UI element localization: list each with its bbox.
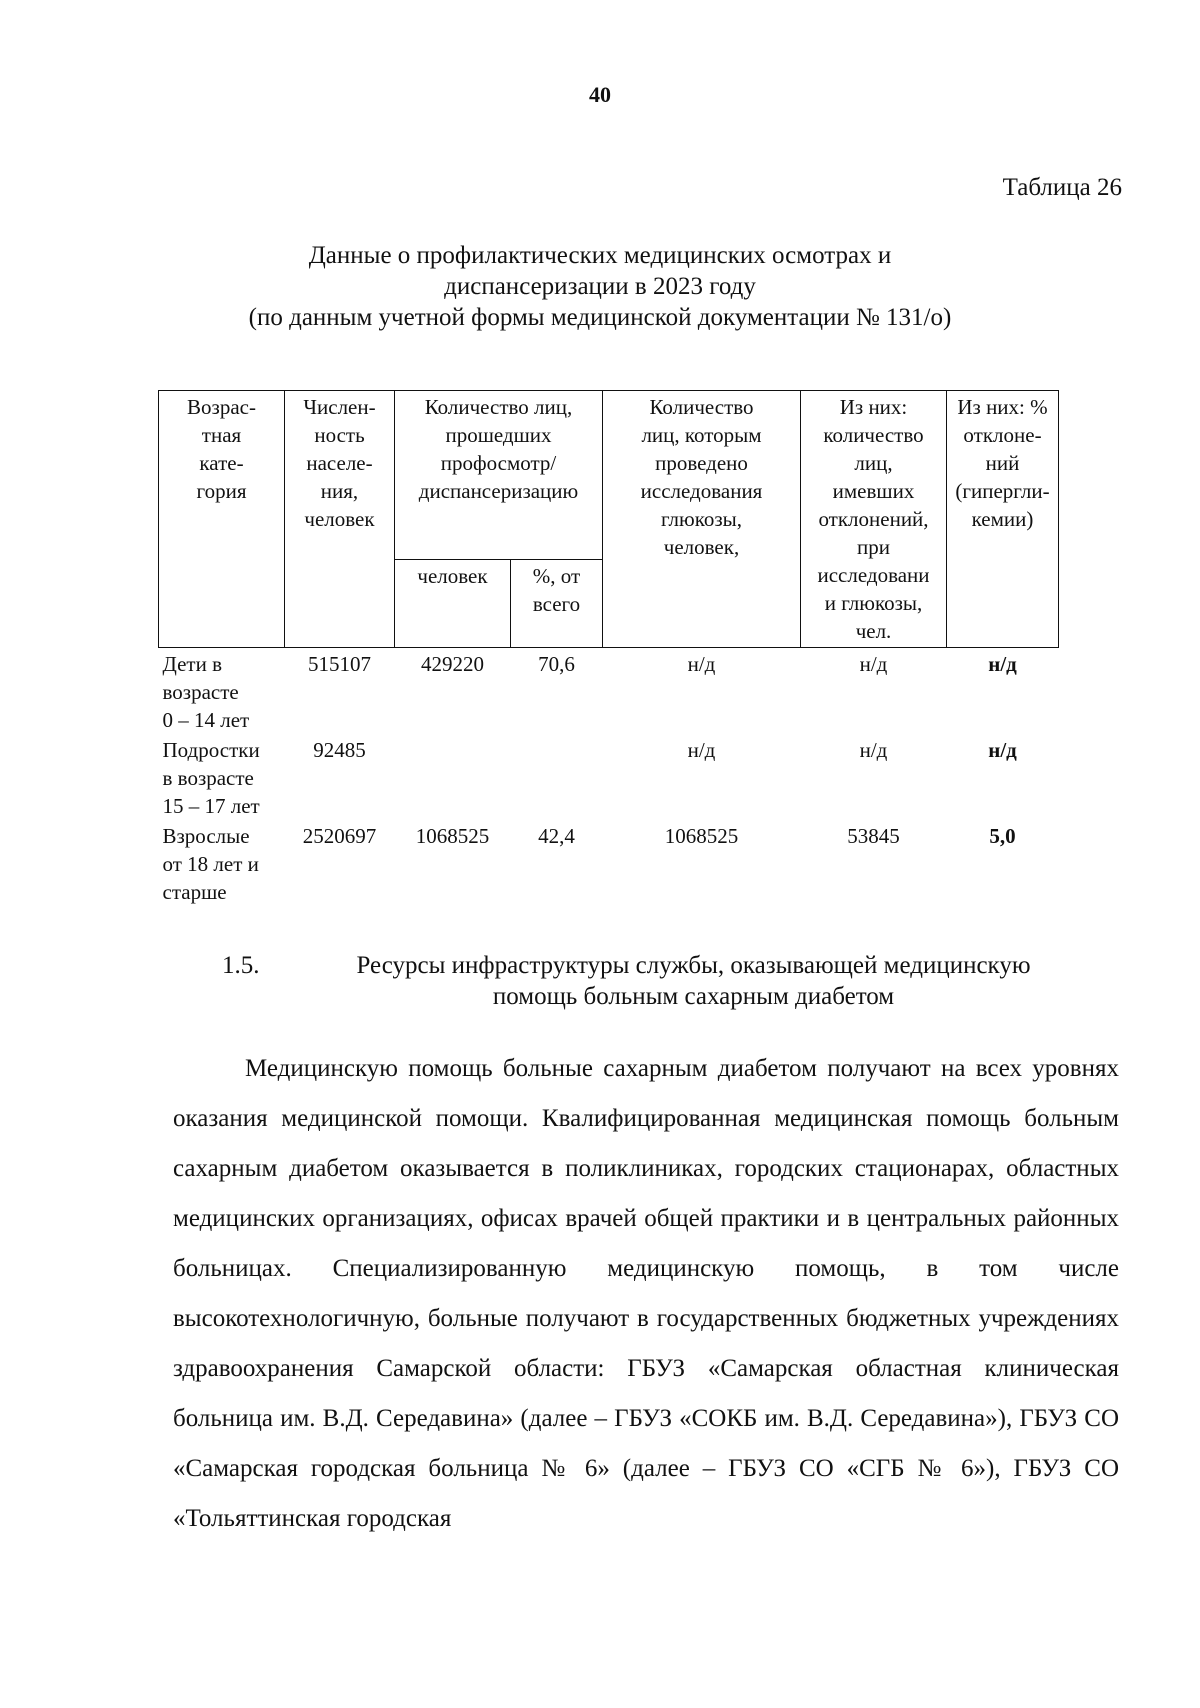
section-number: 1.5. xyxy=(222,952,260,979)
header-screened-group: Количество лиц, прошедших профосмотр/ диспансеризацию xyxy=(395,391,603,560)
header-screened-percent: %, от всего xyxy=(511,559,603,647)
cell-screened xyxy=(395,734,511,820)
table-title-line: (по данным учетной формы медицинской документации № 131/о) xyxy=(248,304,952,331)
cell-deviations: н/д xyxy=(859,652,888,676)
table-title-line: диспансеризации в 2023 году xyxy=(444,273,756,300)
header-deviations-count: Из них: количество лиц, имевших отклонений, при исследовани и глюкозы, чел. xyxy=(801,391,947,648)
cell-deviation-percent: н/д xyxy=(988,738,1017,762)
header-glucose-tested: Количество лиц, которым проведено исследования глюкозы, человек, xyxy=(603,391,801,648)
header-screened-people: человек xyxy=(395,559,511,647)
cell-deviations: н/д xyxy=(859,738,888,762)
cell-percent: 42,4 xyxy=(538,824,575,848)
cell-category: Подростки в возрасте 15 – 17 лет xyxy=(162,738,260,818)
cell-percent: 70,6 xyxy=(538,652,575,676)
cell-category: Дети в возрасте 0 – 14 лет xyxy=(162,652,250,732)
cell-population: 2520697 xyxy=(302,824,377,848)
screening-data-table xyxy=(158,390,1059,906)
cell-deviation-percent: н/д xyxy=(988,652,1017,676)
body-paragraph: Медицинскую помощь больные сахарным диабетом получают на всех уровнях оказания медицинской помощи. Квалифицированная медицинская помощь больным сахарным диабетом оказывается в поликлиниках, городских стационарах, областных медицинских организациях, офисах врачей общей практики и в центральных районных больницах. Специализированную медицинскую помощь, в том числе высокотехнологичную, больные получают в государственных бюджетных учреждениях здравоохранения Самарской области: ГБУЗ «Самарская областная клиническая больница им. В.Д. Середавина» (далее – ГБУЗ «СОКБ им. В.Д. Середавина»), ГБУЗ СО «Самарская городская больница № 6» (далее – ГБУЗ СО «СГБ № 6»), ГБУЗ СО «Тольяттинская городская xyxy=(173,1055,1119,1532)
cell-screened: 1068525 xyxy=(415,824,490,848)
header-population: Числен- ность населе- ния, человек xyxy=(285,391,395,648)
table-label: Таблица 26 xyxy=(1002,174,1122,201)
table-title-line: Данные о профилактических медицинских осмотрах и xyxy=(308,242,892,269)
cell-deviation-percent: 5,0 xyxy=(989,824,1016,848)
cell-glucose: н/д xyxy=(687,652,716,676)
cell-category: Взрослые от 18 лет и старше xyxy=(162,824,259,904)
table-title xyxy=(200,240,1000,333)
cell-screened: 429220 xyxy=(421,652,484,676)
header-age-category: Возрас- тная кате- гория xyxy=(159,391,285,648)
table-row xyxy=(159,734,1059,820)
cell-population: 515107 xyxy=(308,652,371,676)
table-row xyxy=(159,820,1059,906)
cell-percent xyxy=(511,734,603,820)
page-number: 40 xyxy=(589,82,611,107)
cell-glucose: 1068525 xyxy=(664,824,739,848)
table-row xyxy=(159,648,1059,735)
cell-glucose: н/д xyxy=(687,738,716,762)
header-deviations-percent: Из них: % отклоне- ний (гипергли- кемии) xyxy=(947,391,1059,648)
cell-population: 92485 xyxy=(313,738,366,762)
cell-deviations: 53845 xyxy=(847,824,900,848)
section-heading xyxy=(222,950,1092,1012)
section-title: Ресурсы инфраструктуры службы, оказывающей медицинскую помощь больным сахарным диабетом xyxy=(356,952,1031,1010)
